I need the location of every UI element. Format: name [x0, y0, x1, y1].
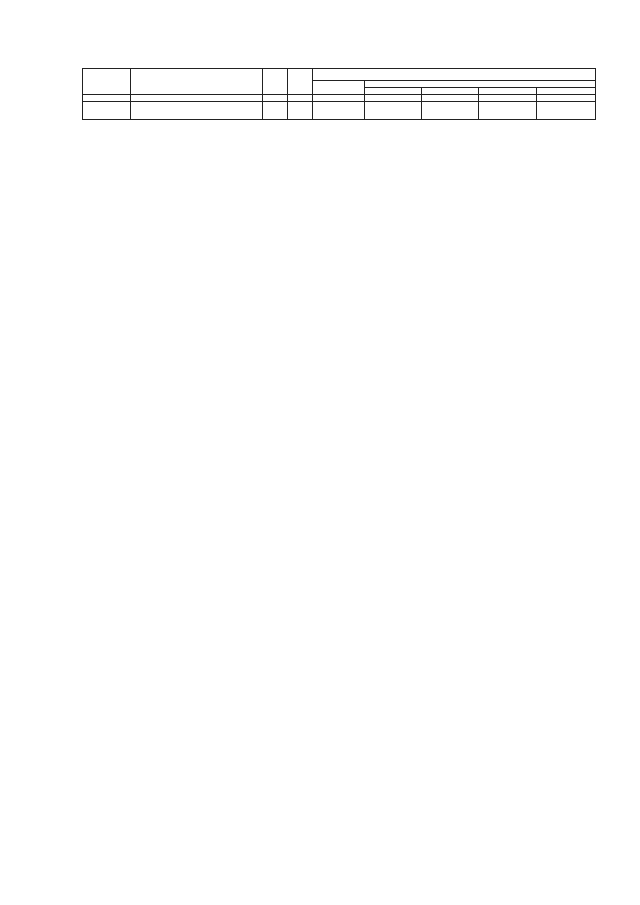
group-empty-cell — [365, 102, 422, 120]
group-empty-cell — [83, 102, 131, 120]
group-empty-cell — [422, 102, 479, 120]
header-zone-4 — [537, 88, 596, 95]
header-number — [537, 95, 596, 102]
header-number — [83, 95, 131, 102]
header-number — [479, 95, 537, 102]
table-header — [83, 69, 596, 102]
header-code — [83, 69, 131, 95]
group-title — [131, 102, 263, 120]
header-price-group — [313, 69, 596, 81]
price-table — [82, 68, 596, 120]
header-zone-2 — [422, 88, 479, 95]
header-estimate — [365, 81, 596, 88]
group-empty-cell — [537, 102, 596, 120]
header-number — [131, 95, 263, 102]
group-empty-cell — [288, 102, 313, 120]
header-number — [263, 95, 288, 102]
header-name — [131, 69, 263, 95]
header-number — [365, 95, 422, 102]
group-empty-cell — [313, 102, 365, 120]
header-number — [313, 95, 365, 102]
group-empty-cell — [263, 102, 288, 120]
header-number — [288, 95, 313, 102]
header-zone-3 — [479, 88, 537, 95]
table-group — [83, 102, 596, 120]
header-numbers-row — [83, 95, 596, 102]
group-empty-cell — [479, 102, 537, 120]
header-unit — [263, 69, 288, 95]
header-mass — [288, 69, 313, 95]
header-number — [422, 95, 479, 102]
header-zone-1 — [365, 88, 422, 95]
header-wholesale — [313, 81, 365, 95]
